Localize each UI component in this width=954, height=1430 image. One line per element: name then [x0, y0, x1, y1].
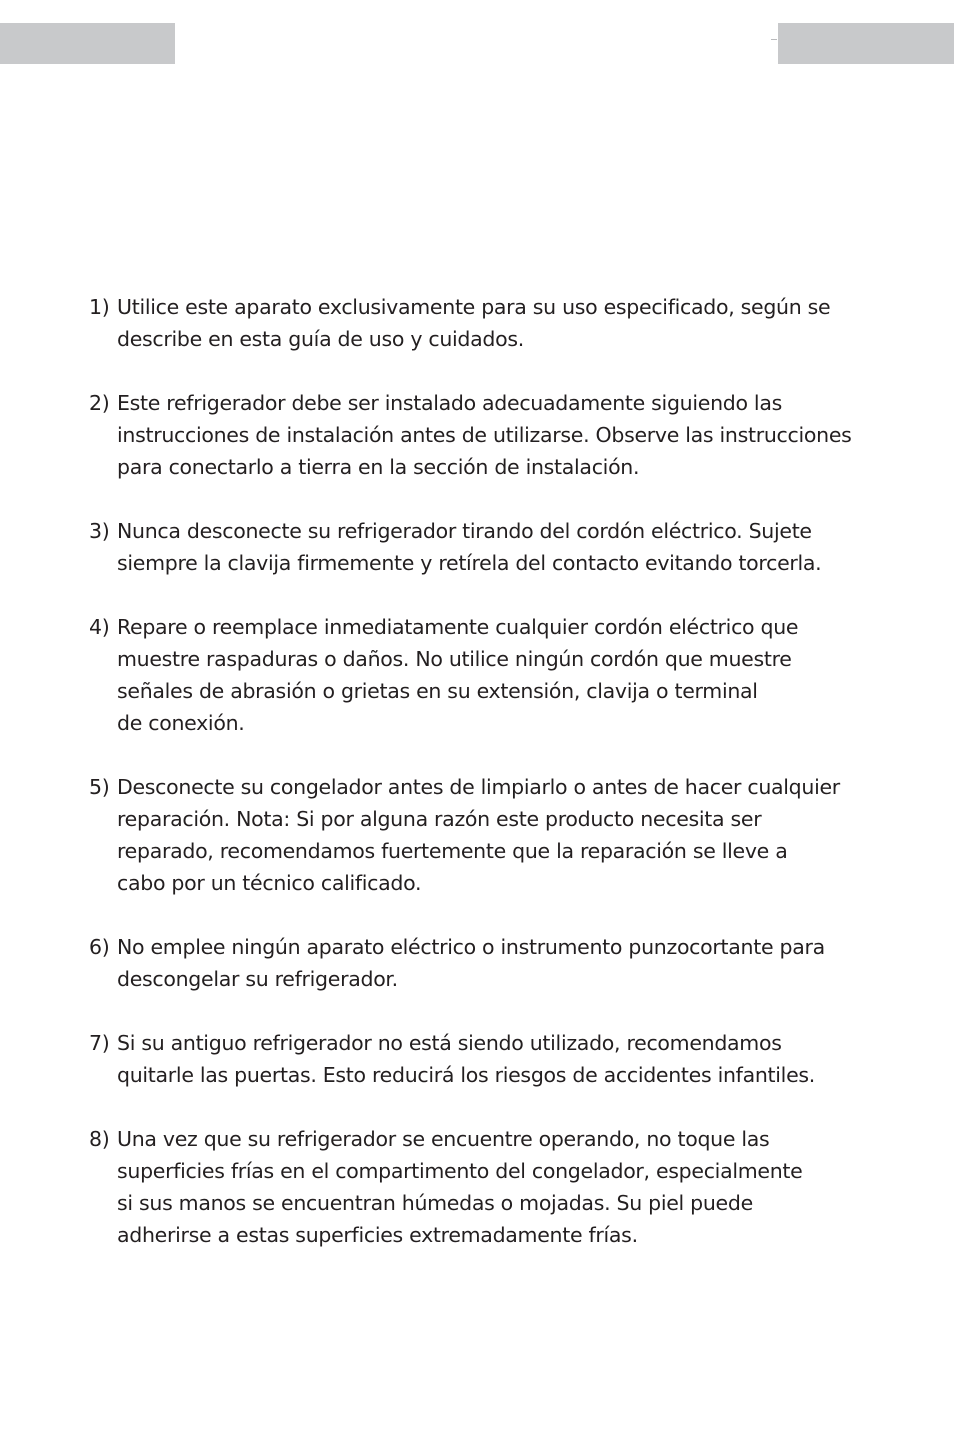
item-text — [117, 1123, 859, 1251]
item-text — [117, 291, 859, 355]
text-line: descongelar su refrigerador. — [117, 967, 398, 991]
item-text — [117, 771, 859, 899]
text-line: Este refrigerador debe ser instalado adecuadamente siguiendo las — [117, 391, 782, 415]
text-line: Una vez que su refrigerador se encuentre operando, no toque las — [117, 1127, 770, 1151]
instruction-item-7 — [89, 1027, 859, 1091]
text-line: siempre la clavija firmemente y retírela del contacto evitando torcerla. — [117, 551, 822, 575]
item-text — [117, 1027, 859, 1091]
header-tab-left — [0, 23, 175, 64]
text-line: muestre raspaduras o daños. No utilice ningún cordón que muestre — [117, 647, 792, 671]
text-line: señales de abrasión o grietas en su extensión, clavija o terminal — [117, 679, 758, 703]
item-number: 3) — [89, 519, 110, 543]
item-number: 8) — [89, 1127, 110, 1151]
text-line: reparación. Nota: Si por alguna razón este producto necesita ser — [117, 807, 762, 831]
instruction-item-6 — [89, 931, 859, 995]
text-line: adherirse a estas superficies extremadamente frías. — [117, 1223, 638, 1247]
text-line: quitarle las puertas. Esto reducirá los riesgos de accidentes infantiles. — [117, 1063, 815, 1087]
item-number: 5) — [89, 775, 110, 799]
item-number: 2) — [89, 391, 110, 415]
text-line: si sus manos se encuentran húmedas o mojadas. Su piel puede — [117, 1191, 753, 1215]
instruction-item-5 — [89, 771, 859, 899]
instruction-item-3 — [89, 515, 859, 579]
item-number: 6) — [89, 935, 110, 959]
text-line: instrucciones de instalación antes de utilizarse. Observe las instrucciones — [117, 423, 852, 447]
text-line: de conexión. — [117, 711, 245, 735]
instruction-item-1 — [89, 291, 859, 355]
text-line: Si su antiguo refrigerador no está siendo utilizado, recomendamos — [117, 1031, 782, 1055]
text-line: reparado, recomendamos fuertemente que la reparación se lleve a — [117, 839, 788, 863]
safety-instructions-list — [89, 291, 859, 1283]
item-text — [117, 611, 859, 739]
text-line: describe en esta guía de uso y cuidados. — [117, 327, 524, 351]
text-line: Nunca desconecte su refrigerador tirando del cordón eléctrico. Sujete — [117, 519, 812, 543]
header-tab-right — [778, 23, 954, 64]
item-number: 4) — [89, 615, 110, 639]
item-text — [117, 515, 859, 579]
text-line: No emplee ningún aparato eléctrico o instrumento punzocortante para — [117, 935, 825, 959]
text-line: Utilice este aparato exclusivamente para su uso especificado, según se — [117, 295, 831, 319]
instruction-item-4 — [89, 611, 859, 739]
item-text — [117, 931, 859, 995]
text-line: Repare o reemplace inmediatamente cualquier cordón eléctrico que — [117, 615, 799, 639]
item-text — [117, 387, 859, 483]
text-line: Desconecte su congelador antes de limpiarlo o antes de hacer cualquier — [117, 775, 840, 799]
text-line: para conectarlo a tierra en la sección de instalación. — [117, 455, 640, 479]
instruction-item-2 — [89, 387, 859, 483]
text-line: superficies frías en el compartimento del congelador, especialmente — [117, 1159, 803, 1183]
item-number: 1) — [89, 295, 110, 319]
item-number: 7) — [89, 1031, 110, 1055]
text-line: cabo por un técnico calificado. — [117, 871, 422, 895]
instruction-item-8 — [89, 1123, 859, 1251]
crop-mark — [771, 39, 777, 40]
